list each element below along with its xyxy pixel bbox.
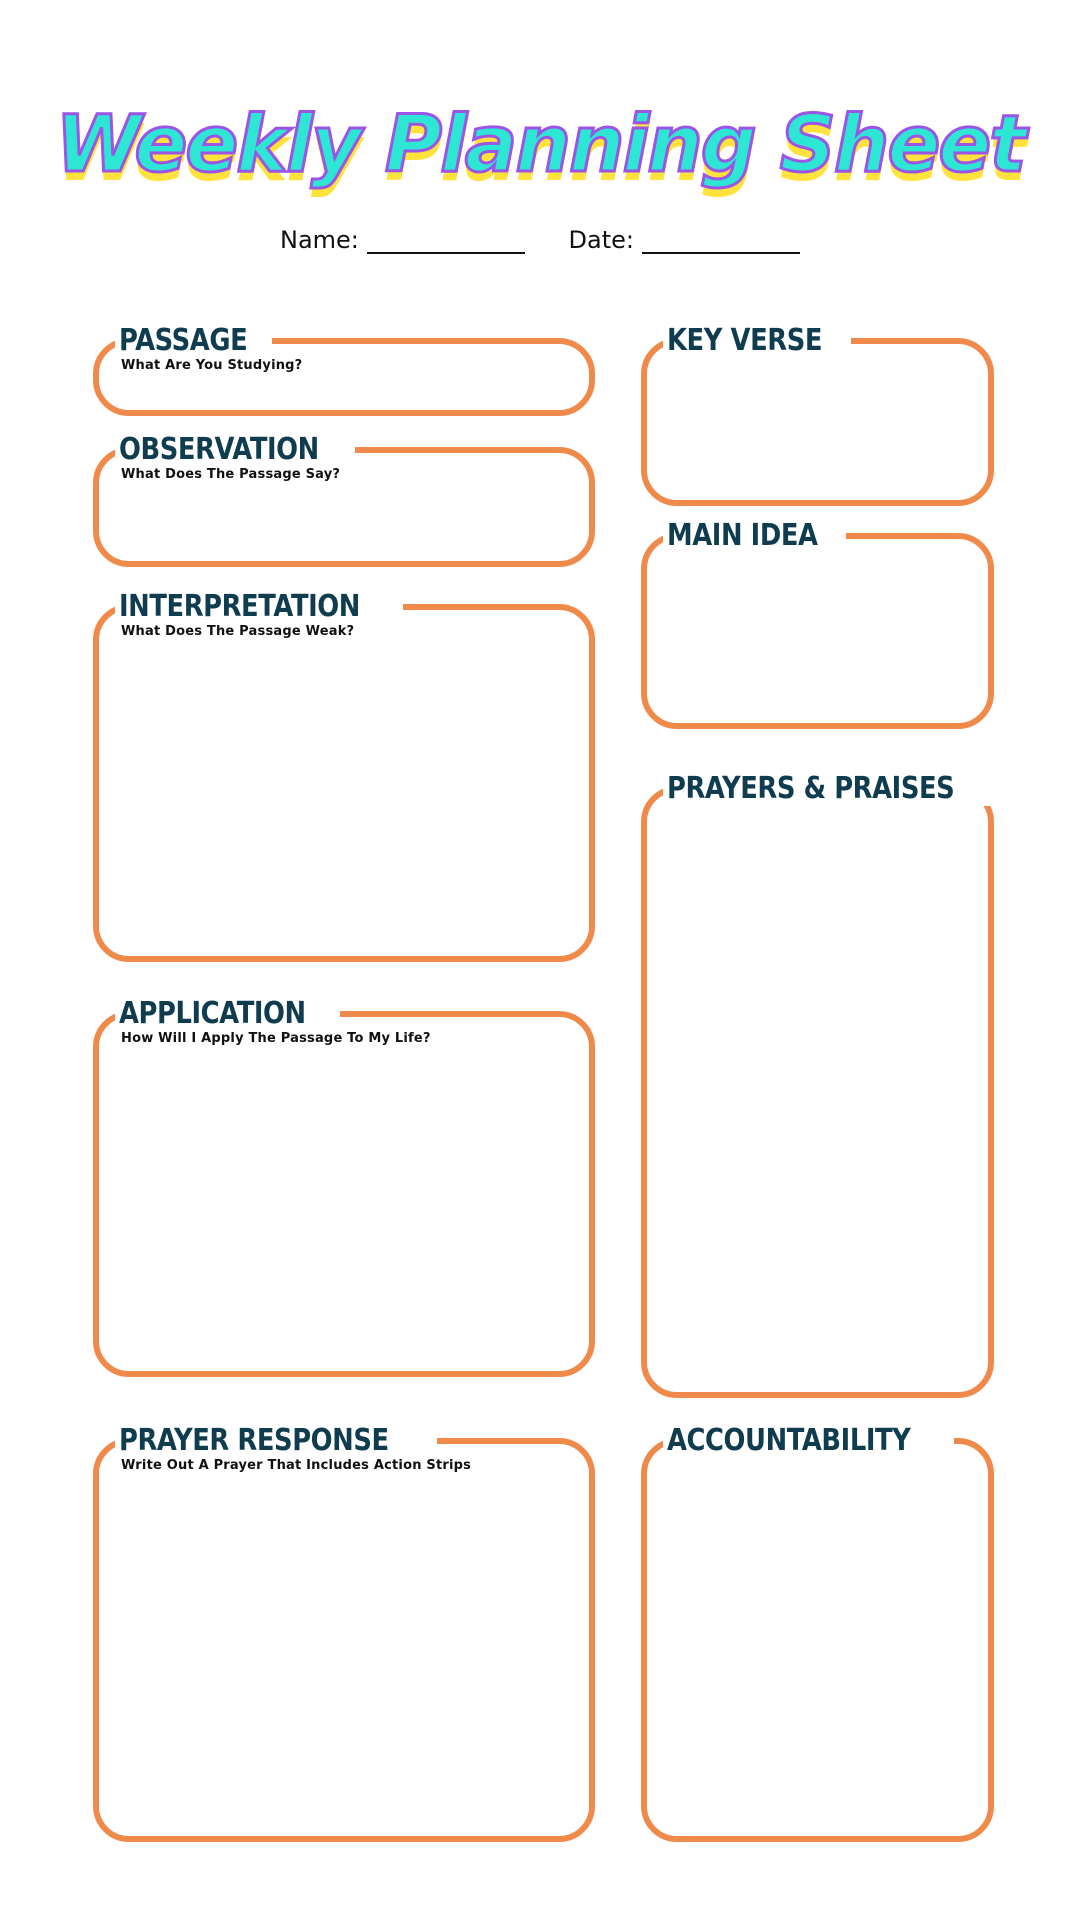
accountability-box[interactable] xyxy=(641,1423,994,1842)
accountability-header xyxy=(663,1424,954,1458)
passage-header xyxy=(115,324,272,358)
prayer-response-box[interactable] xyxy=(93,1423,595,1842)
prayers-praises-box[interactable] xyxy=(641,771,994,1398)
passage-title: PASSAGE xyxy=(119,323,248,358)
prayers-praises-header xyxy=(663,772,1005,806)
date-line[interactable] xyxy=(642,228,800,254)
key-verse-header xyxy=(663,324,851,358)
accountability-title: ACCOUNTABILITY xyxy=(667,1423,911,1458)
passage-subtitle: What Are You Studying? xyxy=(121,358,303,373)
main-idea-header xyxy=(663,519,846,553)
name-date-row xyxy=(0,226,1080,254)
main-idea-title: MAIN IDEA xyxy=(667,518,818,553)
passage-box[interactable] xyxy=(93,323,595,416)
prayer-response-subtitle: Write Out A Prayer That Includes Action Strips xyxy=(121,1458,472,1473)
observation-box[interactable] xyxy=(93,432,595,567)
prayers-praises-title: PRAYERS & PRAISES xyxy=(667,771,955,806)
interpretation-header xyxy=(115,590,403,624)
observation-subtitle: What Does The Passage Say? xyxy=(121,467,341,482)
key-verse-box[interactable] xyxy=(641,323,994,506)
interpretation-box[interactable] xyxy=(93,589,595,962)
main-idea-box[interactable] xyxy=(641,518,994,729)
application-box[interactable] xyxy=(93,996,595,1377)
date-label: Date: xyxy=(568,226,634,254)
application-subtitle: How Will I Apply The Passage To My Life? xyxy=(121,1031,431,1046)
page-title: Weekly Planning Sheet xyxy=(55,100,1025,190)
interpretation-title: INTERPRETATION xyxy=(119,589,360,624)
observation-title: OBSERVATION xyxy=(119,432,319,467)
observation-header xyxy=(115,433,355,467)
interpretation-subtitle: What Does The Passage Weak? xyxy=(121,624,355,639)
application-header xyxy=(115,997,340,1031)
name-label: Name: xyxy=(280,226,359,254)
name-line[interactable] xyxy=(367,228,525,254)
prayer-response-title: PRAYER RESPONSE xyxy=(119,1423,389,1458)
key-verse-title: KEY VERSE xyxy=(667,323,823,358)
prayer-response-header xyxy=(115,1424,437,1458)
name-field xyxy=(280,226,525,254)
date-field xyxy=(569,226,800,254)
application-title: APPLICATION xyxy=(119,996,306,1031)
